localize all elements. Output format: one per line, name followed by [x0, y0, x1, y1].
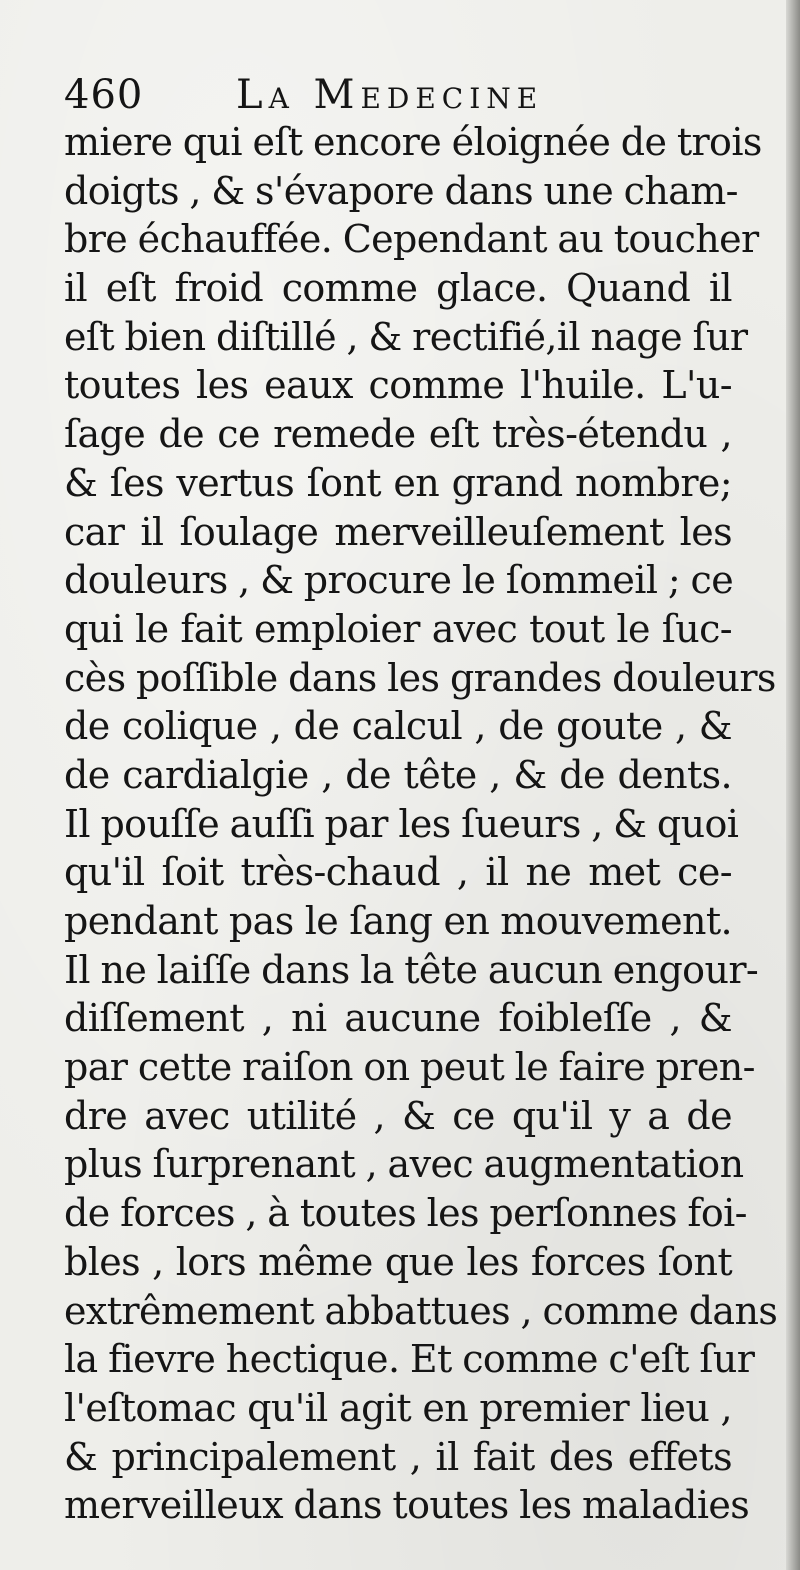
text-line: la fievre hectique. Et comme c'eſt ſur	[64, 1337, 755, 1382]
text-line: extrêmement abbattues , comme dans	[64, 1288, 778, 1333]
text-line: pendant pas le ſang en mouvement.	[64, 899, 732, 943]
text-line: Il ne laiſſe dans la tête aucun engour-	[64, 947, 759, 992]
text-line: bles , lors même que les forces ſont	[64, 1239, 732, 1284]
text-line: qui le fait emploier avec tout le ſuc-	[64, 606, 732, 651]
running-title: La Medecine	[236, 72, 544, 118]
text-line: douleurs , & procure le ſommeil ; ce	[64, 558, 734, 603]
text-line: qu'il ſoit très-chaud , il ne met ce-	[64, 850, 732, 895]
text-line: de forces , à toutes les perſonnes foi-	[64, 1191, 747, 1236]
page-header	[64, 66, 744, 124]
text-line: cès poſſible dans les grandes douleurs	[64, 655, 776, 700]
text-line: l'eſtomac qu'il agit en premier lieu ,	[64, 1385, 732, 1430]
text-line: par cette raiſon on peut le faire pren-	[64, 1045, 755, 1090]
text-line: doigts , & s'évapore dans une cham-	[64, 168, 738, 213]
text-line: & principalement , il fait des effets	[64, 1434, 732, 1479]
text-line: & ſes vertus ſont en grand nombre;	[64, 460, 732, 505]
text-line: dre avec utilité , & ce qu'il y a de	[64, 1093, 732, 1138]
text-line: eſt bien diſtillé , & rectifié,il nage ſur	[64, 314, 748, 359]
text-line: merveilleux dans toutes les maladies	[64, 1483, 750, 1528]
text-line: miere qui eſt encore éloignée de trois	[64, 120, 762, 164]
text-line: de colique , de calcul , de goute , &	[64, 704, 732, 749]
body-text	[64, 118, 778, 1530]
text-line: ſage de ce remede eſt très-étendu ,	[64, 412, 732, 457]
text-line: il eſt froid comme glace. Quand il	[64, 266, 732, 311]
text-line: toutes les eaux comme l'huile. L'u-	[64, 363, 732, 408]
page-number: 460	[64, 72, 144, 118]
text-line: diſſement , ni aucune foibleſſe , &	[64, 996, 732, 1041]
text-line: de cardialgie , de tête , & de dents.	[64, 752, 732, 797]
text-line: car il ſoulage merveilleuſement les	[64, 509, 732, 554]
text-line: plus ſurprenant , avec augmentation	[64, 1142, 744, 1187]
text-line: bre échauffée. Cependant au toucher	[64, 217, 759, 262]
page-edge-shadow	[786, 0, 800, 1570]
text-line: Il pouſſe auſſi par les ſueurs , & quoi	[64, 801, 739, 846]
